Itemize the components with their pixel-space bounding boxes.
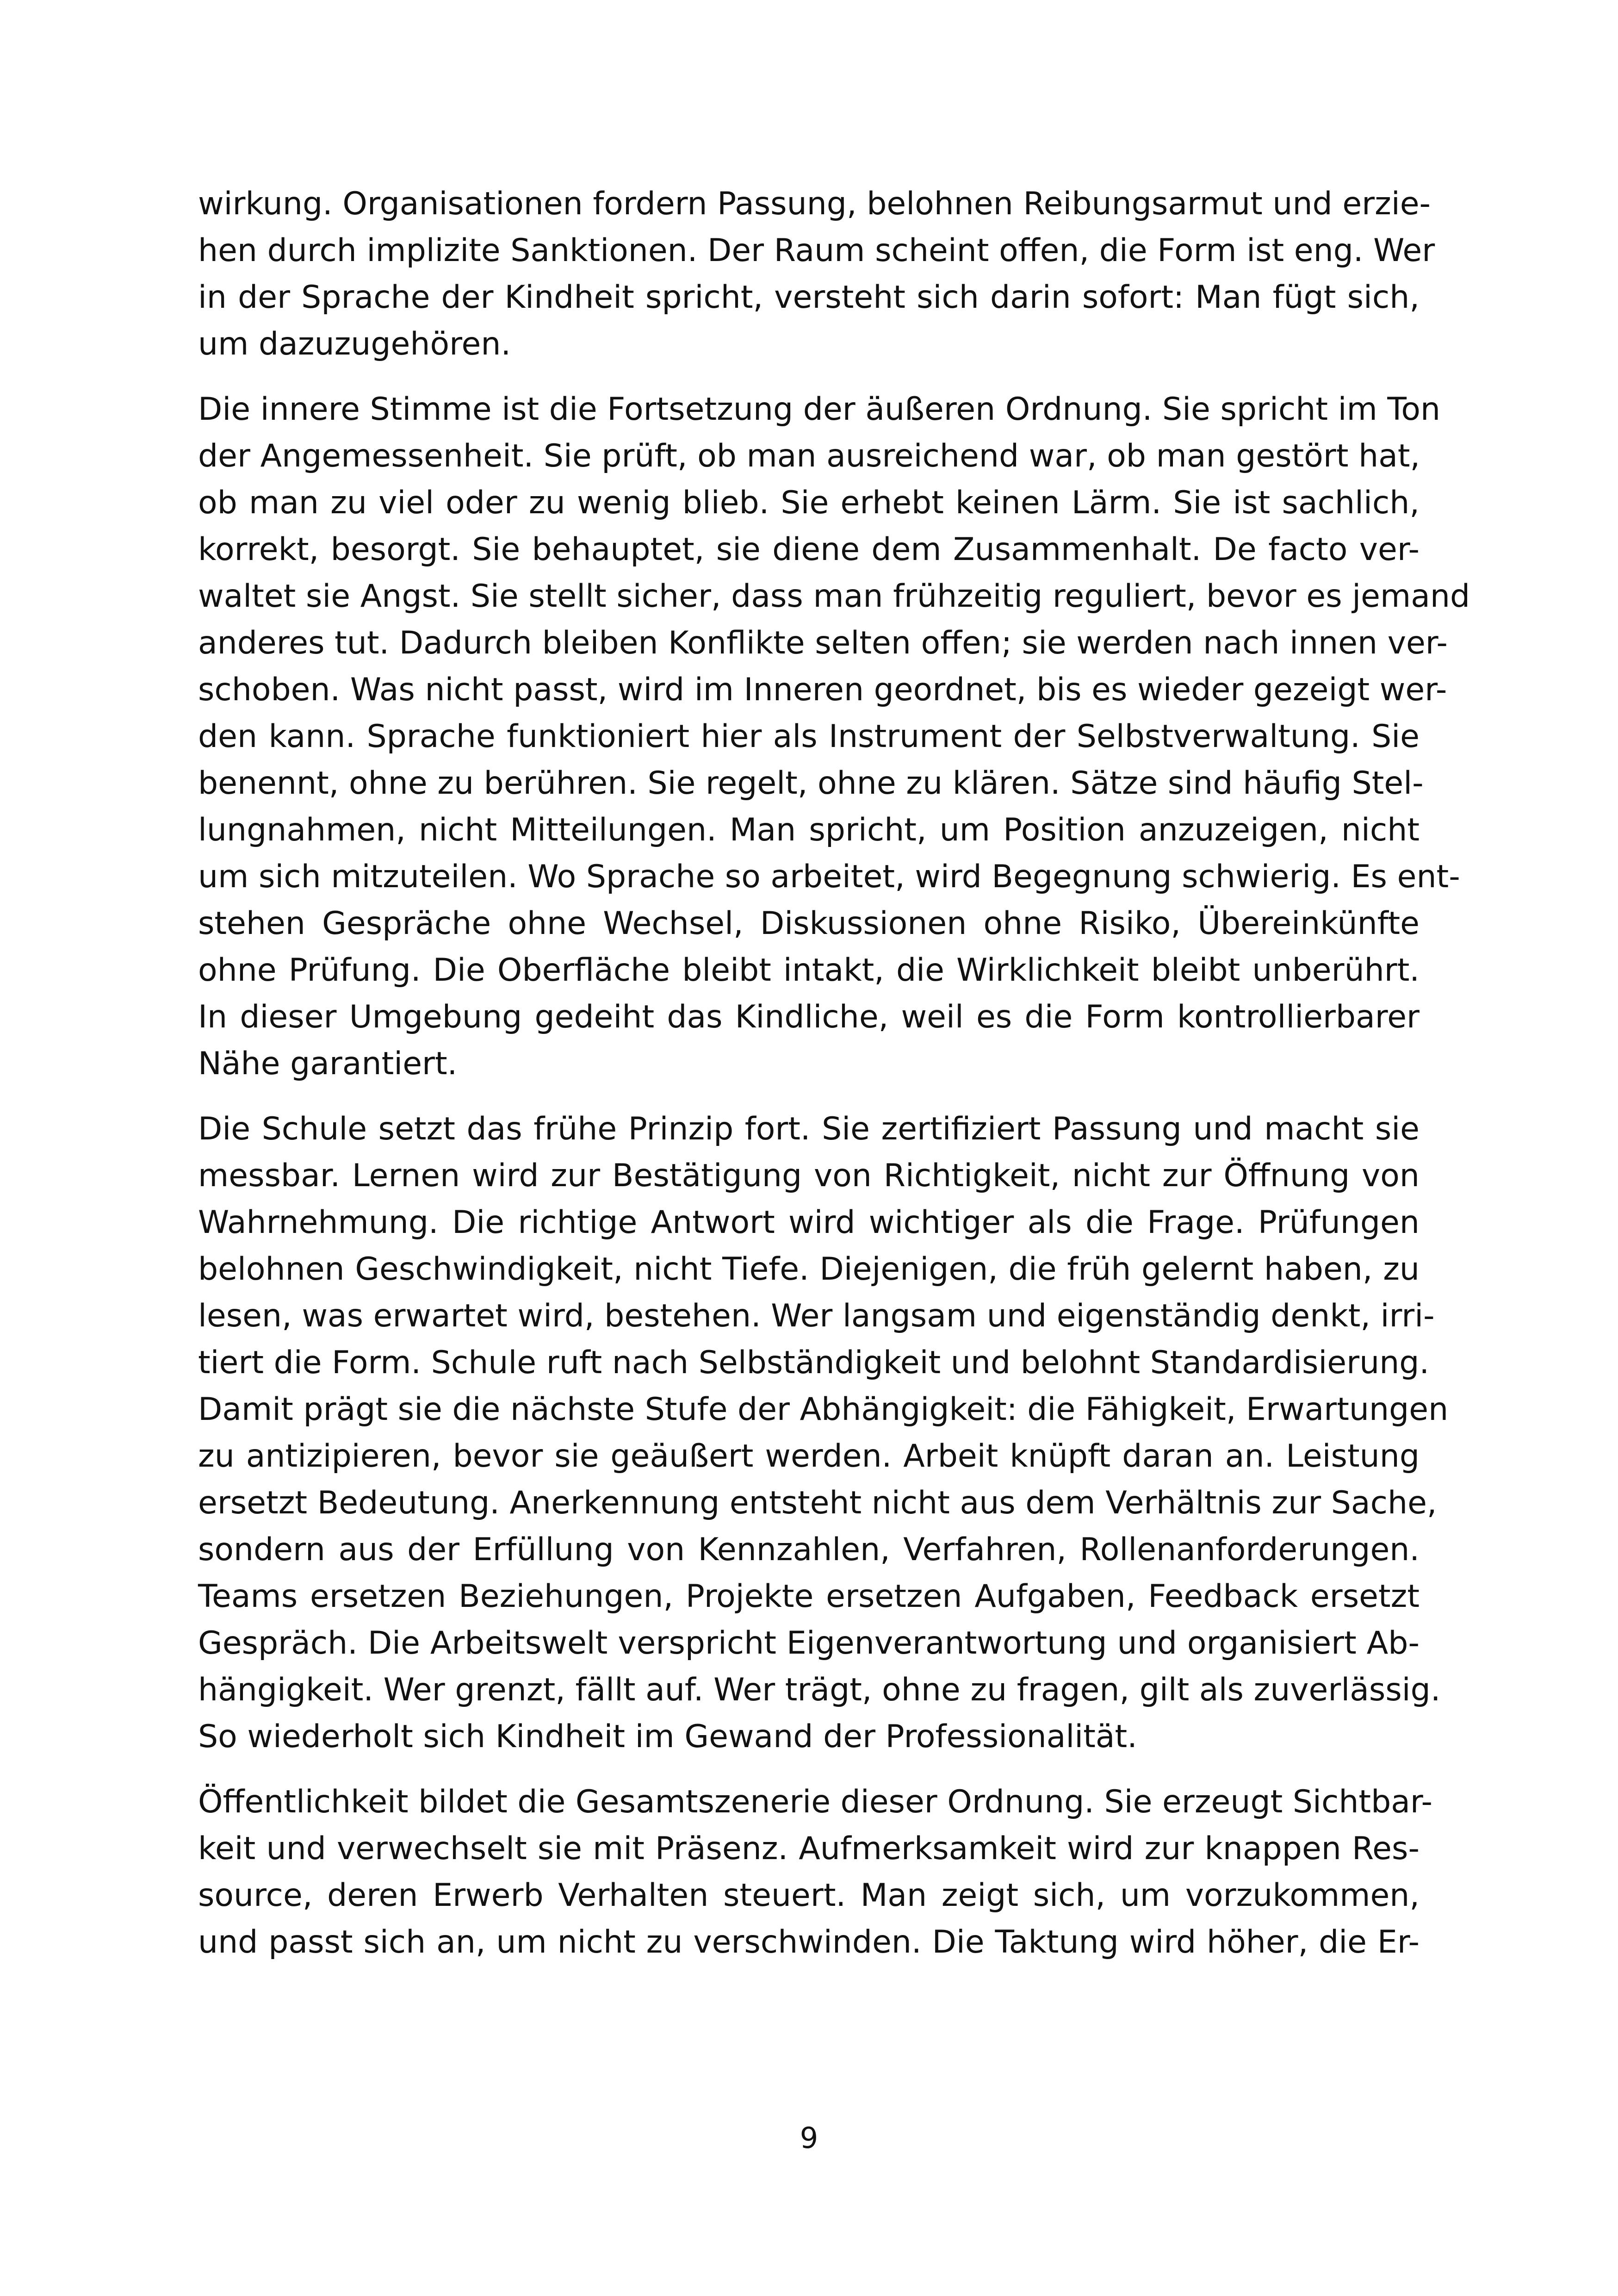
paragraph: [198, 180, 1435, 367]
text-line: So wiederholt sich Kindheit im Gewand der Professionalität.: [198, 1718, 1137, 1755]
text-line: zu antizipieren, bevor sie geäußert werden. Arbeit knüpft daran an. Leistung: [198, 1438, 1420, 1475]
text-line: korrekt, besorgt. Sie behauptet, sie diene dem Zusammenhalt. De facto ver-: [198, 531, 1420, 568]
paragraph: [198, 386, 1470, 1087]
text-line: um dazuzugehören.: [198, 326, 511, 362]
page-number: 9: [800, 2121, 818, 2155]
paragraph: [198, 1779, 1433, 1966]
text-line: hen durch implizite Sanktionen. Der Raum scheint offen, die Form ist eng. Wer: [198, 232, 1435, 269]
text-line: ersetzt Bedeutung. Anerkennung entsteht nicht aus dem Verhältnis zur Sache,: [198, 1485, 1437, 1521]
body-text: [198, 180, 1470, 1966]
text-line: belohnen Geschwindigkeit, nicht Tiefe. Diejenigen, die früh gelernt haben, zu: [198, 1251, 1420, 1288]
text-line: waltet sie Angst. Sie stellt sicher, dass man frühzeitig reguliert, bevor es jemand: [198, 578, 1470, 615]
text-line: messbar. Lernen wird zur Bestätigung von Richtigkeit, nicht zur Öffnung von: [198, 1157, 1420, 1194]
text-line: Öffentlichkeit bildet die Gesamtszenerie dieser Ordnung. Sie erzeugt Sichtbar-: [198, 1784, 1433, 1820]
text-line: den kann. Sprache funktioniert hier als Instrument der Selbstverwaltung. Sie: [198, 718, 1420, 755]
text-line: der Angemessenheit. Sie prüft, ob man ausreichend war, ob man gestört hat,: [198, 438, 1420, 474]
text-line: anderes tut. Dadurch bleiben Konflikte selten offen; sie werden nach innen ver-: [198, 625, 1448, 661]
text-line: lungnahmen, nicht Mitteilungen. Man spricht, um Position anzuzeigen, nicht: [198, 812, 1420, 848]
text-line: hängigkeit. Wer grenzt, fällt auf. Wer trägt, ohne zu fragen, gilt als zuverlässig.: [198, 1672, 1441, 1708]
text-line: In dieser Umgebung gedeiht das Kindliche, weil es die Form kontrollierbarer: [198, 999, 1420, 1035]
text-line: tiert die Form. Schule ruft nach Selbständigkeit und belohnt Standardisierung.: [198, 1344, 1430, 1381]
text-line: source, deren Erwerb Verhalten steuert. Man zeigt sich, um vorzukommen,: [198, 1877, 1420, 1914]
text-line: in der Sprache der Kindheit spricht, versteht sich darin sofort: Man fügt sich,: [198, 279, 1420, 316]
text-line: ob man zu viel oder zu wenig blieb. Sie erhebt keinen Lärm. Sie ist sachlich,: [198, 485, 1420, 521]
text-line: keit und verwechselt sie mit Präsenz. Aufmerksamkeit wird zur knappen Res-: [198, 1830, 1420, 1867]
text-line: Nähe garantiert.: [198, 1045, 458, 1082]
paragraph: [198, 1106, 1449, 1760]
text-line: stehen Gespräche ohne Wechsel, Diskussionen ohne Risiko, Übereinkünfte: [198, 905, 1420, 942]
text-line: benennt, ohne zu berühren. Sie regelt, ohne zu klären. Sätze sind häufig Stel-: [198, 765, 1424, 802]
text-line: Die Schule setzt das frühe Prinzip fort. Sie zertifiziert Passung und macht sie: [198, 1111, 1420, 1147]
text-line: Gespräch. Die Arbeitswelt verspricht Eigenverantwortung und organisiert Ab-: [198, 1625, 1420, 1661]
text-line: Teams ersetzen Beziehungen, Projekte ersetzen Aufgaben, Feedback ersetzt: [198, 1578, 1420, 1615]
text-line: sondern aus der Erfüllung von Kennzahlen, Verfahren, Rollenanforderungen.: [198, 1531, 1420, 1568]
text-line: und passt sich an, um nicht zu verschwinden. Die Taktung wird höher, die Er-: [198, 1924, 1420, 1960]
text-line: um sich mitzuteilen. Wo Sprache so arbeitet, wird Begegnung schwierig. Es ent-: [198, 859, 1460, 895]
text-line: wirkung. Organisationen fordern Passung, belohnen Reibungsarmut und erzie-: [198, 186, 1431, 222]
text-line: Damit prägt sie die nächste Stufe der Abhängigkeit: die Fähigkeit, Erwartungen: [198, 1391, 1449, 1428]
text-line: schoben. Was nicht passt, wird im Inneren geordnet, bis es wieder gezeigt wer-: [198, 672, 1447, 708]
text-line: lesen, was erwartet wird, bestehen. Wer langsam und eigenständig denkt, irri-: [198, 1298, 1435, 1334]
text-line: Wahrnehmung. Die richtige Antwort wird wichtiger als die Frage. Prüfungen: [198, 1204, 1420, 1241]
text-line: Die innere Stimme ist die Fortsetzung der äußeren Ordnung. Sie spricht im Ton: [198, 391, 1441, 428]
text-line: ohne Prüfung. Die Oberfläche bleibt intakt, die Wirklichkeit bleibt unberührt.: [198, 952, 1420, 989]
